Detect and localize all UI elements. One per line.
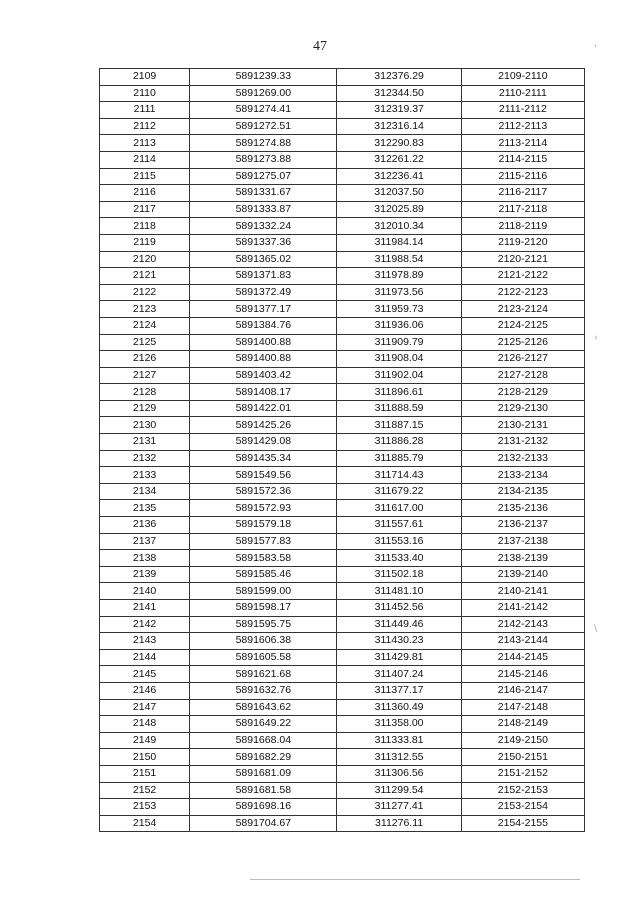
segment-cell: 2130-2131 — [461, 417, 584, 434]
x-coordinate-cell: 5891621.68 — [190, 666, 337, 683]
x-coordinate-cell: 5891274.88 — [190, 135, 337, 152]
point-number-cell: 2144 — [100, 649, 190, 666]
table-row — [100, 765, 585, 782]
segment-cell: 2120-2121 — [461, 251, 584, 268]
y-coordinate-cell: 312010.34 — [337, 218, 461, 235]
scan-speck: ‹ — [594, 333, 598, 343]
x-coordinate-cell: 5891400.88 — [190, 351, 337, 368]
y-coordinate-cell: 311959.73 — [337, 301, 461, 318]
table-row — [100, 135, 585, 152]
table-row — [100, 268, 585, 285]
table-row — [100, 450, 585, 467]
segment-cell: 2151-2152 — [461, 765, 584, 782]
point-number-cell: 2123 — [100, 301, 190, 318]
x-coordinate-cell: 5891274.41 — [190, 102, 337, 119]
y-coordinate-cell: 312025.89 — [337, 201, 461, 218]
table-row — [100, 500, 585, 517]
point-number-cell: 2116 — [100, 185, 190, 202]
y-coordinate-cell: 311306.56 — [337, 765, 461, 782]
y-coordinate-cell: 311988.54 — [337, 251, 461, 268]
point-number-cell: 2140 — [100, 583, 190, 600]
y-coordinate-cell: 312376.29 — [337, 69, 461, 86]
x-coordinate-cell: 5891605.58 — [190, 649, 337, 666]
x-coordinate-cell: 5891403.42 — [190, 367, 337, 384]
point-number-cell: 2110 — [100, 85, 190, 102]
y-coordinate-cell: 311276.11 — [337, 815, 461, 832]
x-coordinate-cell: 5891425.26 — [190, 417, 337, 434]
point-number-cell: 2142 — [100, 616, 190, 633]
y-coordinate-cell: 311908.04 — [337, 351, 461, 368]
x-coordinate-cell: 5891577.83 — [190, 533, 337, 550]
segment-cell: 2152-2153 — [461, 782, 584, 799]
table-row — [100, 782, 585, 799]
y-coordinate-cell: 311533.40 — [337, 550, 461, 567]
table-row — [100, 301, 585, 318]
x-coordinate-cell: 5891371.83 — [190, 268, 337, 285]
table-row — [100, 69, 585, 86]
point-number-cell: 2149 — [100, 732, 190, 749]
x-coordinate-cell: 5891377.17 — [190, 301, 337, 318]
segment-cell: 2135-2136 — [461, 500, 584, 517]
x-coordinate-cell: 5891572.93 — [190, 500, 337, 517]
scan-edge-line — [250, 879, 580, 880]
table-row — [100, 251, 585, 268]
segment-cell: 2123-2124 — [461, 301, 584, 318]
table-row — [100, 533, 585, 550]
x-coordinate-cell: 5891643.62 — [190, 699, 337, 716]
segment-cell: 2136-2137 — [461, 517, 584, 534]
table-row — [100, 351, 585, 368]
point-number-cell: 2137 — [100, 533, 190, 550]
segment-cell: 2118-2119 — [461, 218, 584, 235]
x-coordinate-cell: 5891606.38 — [190, 633, 337, 650]
y-coordinate-cell: 311714.43 — [337, 467, 461, 484]
point-number-cell: 2127 — [100, 367, 190, 384]
x-coordinate-cell: 5891272.51 — [190, 118, 337, 135]
x-coordinate-cell: 5891239.33 — [190, 69, 337, 86]
point-number-cell: 2141 — [100, 600, 190, 617]
point-number-cell: 2147 — [100, 699, 190, 716]
x-coordinate-cell: 5891275.07 — [190, 168, 337, 185]
table-row — [100, 102, 585, 119]
segment-cell: 2128-2129 — [461, 384, 584, 401]
y-coordinate-cell: 312316.14 — [337, 118, 461, 135]
scan-speck: \ — [594, 624, 598, 634]
segment-cell: 2122-2123 — [461, 284, 584, 301]
point-number-cell: 2117 — [100, 201, 190, 218]
segment-cell: 2129-2130 — [461, 400, 584, 417]
table-row — [100, 384, 585, 401]
y-coordinate-cell: 311984.14 — [337, 234, 461, 251]
table-row — [100, 185, 585, 202]
point-number-cell: 2150 — [100, 749, 190, 766]
point-number-cell: 2122 — [100, 284, 190, 301]
table-row — [100, 483, 585, 500]
table-row — [100, 467, 585, 484]
segment-cell: 2125-2126 — [461, 334, 584, 351]
table-row — [100, 400, 585, 417]
x-coordinate-cell: 5891682.29 — [190, 749, 337, 766]
y-coordinate-cell: 311887.15 — [337, 417, 461, 434]
segment-cell: 2150-2151 — [461, 749, 584, 766]
coordinates-table — [99, 68, 585, 832]
point-number-cell: 2139 — [100, 566, 190, 583]
table-row — [100, 699, 585, 716]
segment-cell: 2142-2143 — [461, 616, 584, 633]
y-coordinate-cell: 311888.59 — [337, 400, 461, 417]
table-row — [100, 284, 585, 301]
segment-cell: 2113-2114 — [461, 135, 584, 152]
point-number-cell: 2129 — [100, 400, 190, 417]
y-coordinate-cell: 312236.41 — [337, 168, 461, 185]
point-number-cell: 2132 — [100, 450, 190, 467]
x-coordinate-cell: 5891681.09 — [190, 765, 337, 782]
point-number-cell: 2148 — [100, 716, 190, 733]
y-coordinate-cell: 311360.49 — [337, 699, 461, 716]
segment-cell: 2140-2141 — [461, 583, 584, 600]
point-number-cell: 2112 — [100, 118, 190, 135]
table-row — [100, 749, 585, 766]
x-coordinate-cell: 5891681.58 — [190, 782, 337, 799]
x-coordinate-cell: 5891372.49 — [190, 284, 337, 301]
x-coordinate-cell: 5891384.76 — [190, 317, 337, 334]
x-coordinate-cell: 5891331.67 — [190, 185, 337, 202]
segment-cell: 2146-2147 — [461, 682, 584, 699]
y-coordinate-cell: 311557.61 — [337, 517, 461, 534]
y-coordinate-cell: 311358.00 — [337, 716, 461, 733]
y-coordinate-cell: 311407.24 — [337, 666, 461, 683]
point-number-cell: 2126 — [100, 351, 190, 368]
table-row — [100, 583, 585, 600]
y-coordinate-cell: 311481.10 — [337, 583, 461, 600]
y-coordinate-cell: 311885.79 — [337, 450, 461, 467]
table-row — [100, 716, 585, 733]
x-coordinate-cell: 5891668.04 — [190, 732, 337, 749]
segment-cell: 2154-2155 — [461, 815, 584, 832]
point-number-cell: 2138 — [100, 550, 190, 567]
table-row — [100, 317, 585, 334]
point-number-cell: 2145 — [100, 666, 190, 683]
table-row — [100, 168, 585, 185]
segment-cell: 2132-2133 — [461, 450, 584, 467]
point-number-cell: 2151 — [100, 765, 190, 782]
x-coordinate-cell: 5891269.00 — [190, 85, 337, 102]
segment-cell: 2149-2150 — [461, 732, 584, 749]
y-coordinate-cell: 311886.28 — [337, 434, 461, 451]
x-coordinate-cell: 5891365.02 — [190, 251, 337, 268]
point-number-cell: 2152 — [100, 782, 190, 799]
segment-cell: 2111-2112 — [461, 102, 584, 119]
segment-cell: 2124-2125 — [461, 317, 584, 334]
y-coordinate-cell: 311679.22 — [337, 483, 461, 500]
x-coordinate-cell: 5891549.56 — [190, 467, 337, 484]
x-coordinate-cell: 5891704.67 — [190, 815, 337, 832]
x-coordinate-cell: 5891595.75 — [190, 616, 337, 633]
table-row — [100, 85, 585, 102]
x-coordinate-cell: 5891435.34 — [190, 450, 337, 467]
point-number-cell: 2154 — [100, 815, 190, 832]
segment-cell: 2139-2140 — [461, 566, 584, 583]
point-number-cell: 2124 — [100, 317, 190, 334]
y-coordinate-cell: 311452.56 — [337, 600, 461, 617]
y-coordinate-cell: 311299.54 — [337, 782, 461, 799]
x-coordinate-cell: 5891698.16 — [190, 799, 337, 816]
y-coordinate-cell: 311312.55 — [337, 749, 461, 766]
table-row — [100, 566, 585, 583]
point-number-cell: 2153 — [100, 799, 190, 816]
table-row — [100, 600, 585, 617]
table-body — [100, 69, 585, 832]
y-coordinate-cell: 311333.81 — [337, 732, 461, 749]
point-number-cell: 2111 — [100, 102, 190, 119]
x-coordinate-cell: 5891583.58 — [190, 550, 337, 567]
point-number-cell: 2143 — [100, 633, 190, 650]
table-row — [100, 201, 585, 218]
y-coordinate-cell: 312290.83 — [337, 135, 461, 152]
y-coordinate-cell: 311430.23 — [337, 633, 461, 650]
table-row — [100, 815, 585, 832]
table-row — [100, 367, 585, 384]
table-row — [100, 666, 585, 683]
table-row — [100, 633, 585, 650]
segment-cell: 2114-2115 — [461, 151, 584, 168]
point-number-cell: 2128 — [100, 384, 190, 401]
point-number-cell: 2114 — [100, 151, 190, 168]
y-coordinate-cell: 312319.37 — [337, 102, 461, 119]
point-number-cell: 2135 — [100, 500, 190, 517]
x-coordinate-cell: 5891422.01 — [190, 400, 337, 417]
segment-cell: 2110-2111 — [461, 85, 584, 102]
segment-cell: 2131-2132 — [461, 434, 584, 451]
y-coordinate-cell: 312037.50 — [337, 185, 461, 202]
table-row — [100, 151, 585, 168]
segment-cell: 2153-2154 — [461, 799, 584, 816]
x-coordinate-cell: 5891400.88 — [190, 334, 337, 351]
segment-cell: 2148-2149 — [461, 716, 584, 733]
y-coordinate-cell: 311973.56 — [337, 284, 461, 301]
segment-cell: 2127-2128 — [461, 367, 584, 384]
y-coordinate-cell: 311377.17 — [337, 682, 461, 699]
segment-cell: 2109-2110 — [461, 69, 584, 86]
y-coordinate-cell: 312344.50 — [337, 85, 461, 102]
y-coordinate-cell: 311553.16 — [337, 533, 461, 550]
segment-cell: 2141-2142 — [461, 600, 584, 617]
table-row — [100, 234, 585, 251]
point-number-cell: 2136 — [100, 517, 190, 534]
segment-cell: 2121-2122 — [461, 268, 584, 285]
point-number-cell: 2115 — [100, 168, 190, 185]
x-coordinate-cell: 5891632.76 — [190, 682, 337, 699]
segment-cell: 2119-2120 — [461, 234, 584, 251]
point-number-cell: 2120 — [100, 251, 190, 268]
table-row — [100, 799, 585, 816]
table-row — [100, 649, 585, 666]
y-coordinate-cell: 311277.41 — [337, 799, 461, 816]
point-number-cell: 2113 — [100, 135, 190, 152]
table-row — [100, 732, 585, 749]
x-coordinate-cell: 5891273.88 — [190, 151, 337, 168]
table-row — [100, 218, 585, 235]
segment-cell: 2134-2135 — [461, 483, 584, 500]
x-coordinate-cell: 5891649.22 — [190, 716, 337, 733]
x-coordinate-cell: 5891332.24 — [190, 218, 337, 235]
x-coordinate-cell: 5891579.18 — [190, 517, 337, 534]
y-coordinate-cell: 311502.18 — [337, 566, 461, 583]
table-row — [100, 616, 585, 633]
segment-cell: 2116-2117 — [461, 185, 584, 202]
y-coordinate-cell: 311902.04 — [337, 367, 461, 384]
segment-cell: 2117-2118 — [461, 201, 584, 218]
point-number-cell: 2119 — [100, 234, 190, 251]
segment-cell: 2145-2146 — [461, 666, 584, 683]
y-coordinate-cell: 311429.81 — [337, 649, 461, 666]
segment-cell: 2138-2139 — [461, 550, 584, 567]
segment-cell: 2115-2116 — [461, 168, 584, 185]
table-row — [100, 517, 585, 534]
segment-cell: 2112-2113 — [461, 118, 584, 135]
segment-cell: 2126-2127 — [461, 351, 584, 368]
point-number-cell: 2146 — [100, 682, 190, 699]
point-number-cell: 2133 — [100, 467, 190, 484]
point-number-cell: 2109 — [100, 69, 190, 86]
x-coordinate-cell: 5891572.36 — [190, 483, 337, 500]
point-number-cell: 2131 — [100, 434, 190, 451]
point-number-cell: 2118 — [100, 218, 190, 235]
point-number-cell: 2125 — [100, 334, 190, 351]
y-coordinate-cell: 311449.46 — [337, 616, 461, 633]
segment-cell: 2147-2148 — [461, 699, 584, 716]
segment-cell: 2143-2144 — [461, 633, 584, 650]
segment-cell: 2133-2134 — [461, 467, 584, 484]
x-coordinate-cell: 5891429.08 — [190, 434, 337, 451]
table-row — [100, 550, 585, 567]
x-coordinate-cell: 5891599.00 — [190, 583, 337, 600]
y-coordinate-cell: 311936.06 — [337, 317, 461, 334]
table-row — [100, 334, 585, 351]
point-number-cell: 2121 — [100, 268, 190, 285]
x-coordinate-cell: 5891408.17 — [190, 384, 337, 401]
point-number-cell: 2134 — [100, 483, 190, 500]
table-row — [100, 118, 585, 135]
y-coordinate-cell: 311909.79 — [337, 334, 461, 351]
y-coordinate-cell: 312261.22 — [337, 151, 461, 168]
y-coordinate-cell: 311978.89 — [337, 268, 461, 285]
segment-cell: 2144-2145 — [461, 649, 584, 666]
x-coordinate-cell: 5891585.46 — [190, 566, 337, 583]
x-coordinate-cell: 5891598.17 — [190, 600, 337, 617]
segment-cell: 2137-2138 — [461, 533, 584, 550]
table-row — [100, 434, 585, 451]
y-coordinate-cell: 311617.00 — [337, 500, 461, 517]
y-coordinate-cell: 311896.61 — [337, 384, 461, 401]
point-number-cell: 2130 — [100, 417, 190, 434]
x-coordinate-cell: 5891337.36 — [190, 234, 337, 251]
x-coordinate-cell: 5891333.87 — [190, 201, 337, 218]
table-row — [100, 417, 585, 434]
scan-speck: ' — [594, 44, 597, 54]
table-row — [100, 682, 585, 699]
page-number: 47 — [313, 39, 327, 54]
